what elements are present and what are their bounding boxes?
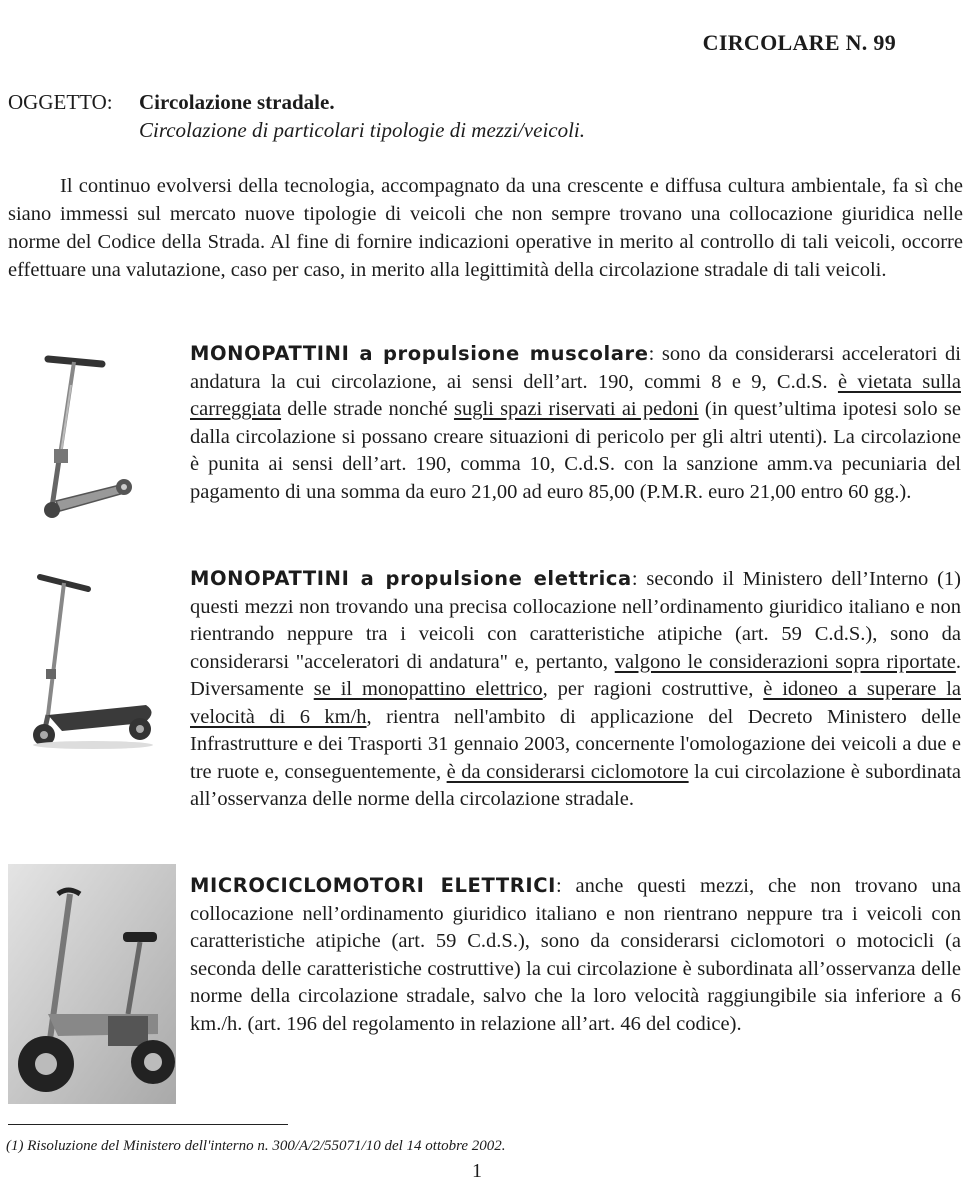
oggetto-label: OGGETTO:: [8, 90, 113, 114]
oggetto-block: [8, 88, 585, 144]
section-microciclomotori: [190, 872, 961, 1038]
section-monopattini-elettrica: [190, 565, 961, 814]
circolare-number: CIRCOLARE N. 99: [702, 30, 896, 55]
section-text: , rientra nell'ambito di applicazione del Decreto Ministero delle Infrastrutture e dei Trasporti 31 gennaio 2003, concernente l'omologazione dei veicoli a due e tre ruote e, conseguentemente,: [190, 705, 961, 783]
section-text: , per ragioni costruttive,: [542, 678, 764, 700]
kick-scooter-image: [20, 345, 160, 525]
footnote: (1) Risoluzione del Ministero dell'interno n. 300/A/2/55071/10 del 14 ottobre 2002.: [6, 1138, 506, 1154]
oggetto-subtitle: Circolazione di particolari tipologie di mezzi/veicoli.: [139, 118, 586, 142]
intro-paragraph: Il continuo evolversi della tecnologia, accompagnato da una crescente e diffusa cultura ambientale, fa sì che siano immessi sul mercato nuove tipologie di veicoli che non sempre trovano una collocazione giuridica nelle norme del Codice della Strada. Al fine di fornire indicazioni operative in merito al controllo di tali veicoli, occorre effettuare una valutazione, caso per caso, in merito alla legittimità della circolazione stradale di tali veicoli.: [8, 175, 963, 281]
page-number: 1: [472, 1160, 482, 1182]
section-text: la cui circolazione è subordinata all’osservanza delle norme della circolazione stradale.: [190, 760, 962, 810]
underlined-text: valgono le considerazioni sopra riportate: [614, 650, 956, 673]
section-heading: MONOPATTINI a propulsione muscolare: [190, 342, 649, 365]
underlined-text: è vietata sulla carreggiata: [190, 370, 961, 420]
section-text: . Diversamente: [190, 650, 961, 700]
underlined-text: sugli spazi riservati ai pedoni: [453, 398, 699, 420]
electric-scooter-image: [18, 565, 168, 755]
section-heading: MICROCICLOMOTORI ELETTRICI: [190, 874, 556, 897]
section-text: : sono da considerarsi acceleratori di andatura la cui circolazione, ai sensi dell’art. 190, commi 8 e 9, C.d.S.: [190, 343, 961, 393]
section-text: : secondo il Ministero dell’Interno (1) questi mezzi non trovando una precisa collocazione nell’ordinamento giuridico italiano e non rientrando neppure tra i veicoli con caratteristiche atipiche (art. 59 C.d.S.), sono da considerarsi "acceleratori di andatura" e, pertanto,: [190, 568, 962, 673]
section-text: (in quest’ultima ipotesi solo se dalla circolazione si possano creare situazioni di pericolo per gli altri utenti). La circolazione è punita ai sensi dell’art. 190, comma 10, C.d.S. con la sanzione amm.va pecuniaria del pagamento di una somma da euro 21,00 ad euro 85,00 (P.M.R. euro 21,00 entro 60 gg.).: [190, 398, 961, 503]
section-monopattini-muscolare: [190, 340, 961, 506]
section-text: delle strade nonché: [281, 398, 454, 420]
section-heading: MONOPATTINI a propulsione elettrica: [190, 567, 632, 590]
footnote-divider: [8, 1124, 288, 1125]
underlined-text: è idoneo a superare la velocità di 6 km/h: [190, 678, 961, 728]
micro-moped-image: [8, 864, 176, 1104]
underlined-text: è da considerarsi ciclomotore: [446, 760, 689, 783]
underlined-text: se il monopattino elettrico: [313, 678, 543, 700]
oggetto-title: Circolazione stradale.: [139, 90, 335, 114]
section-text: : anche questi mezzi, che non trovano una collocazione nell’ordinamento giuridico italiano e non rientrano neppure tra i veicoli con caratteristiche atipiche (art. 59 C.d.S.), sono da considerarsi ciclomotori o motocicli (a seconda delle caratteristiche costruttive) la cui circolazione è subordinata all’osservanza delle norme della circolazione stradale, salvo che la loro velocità raggiungibile sia inferiore a 6 km./h. (art. 196 del regolamento in relazione all’art. 46 del codice).: [190, 875, 961, 1035]
